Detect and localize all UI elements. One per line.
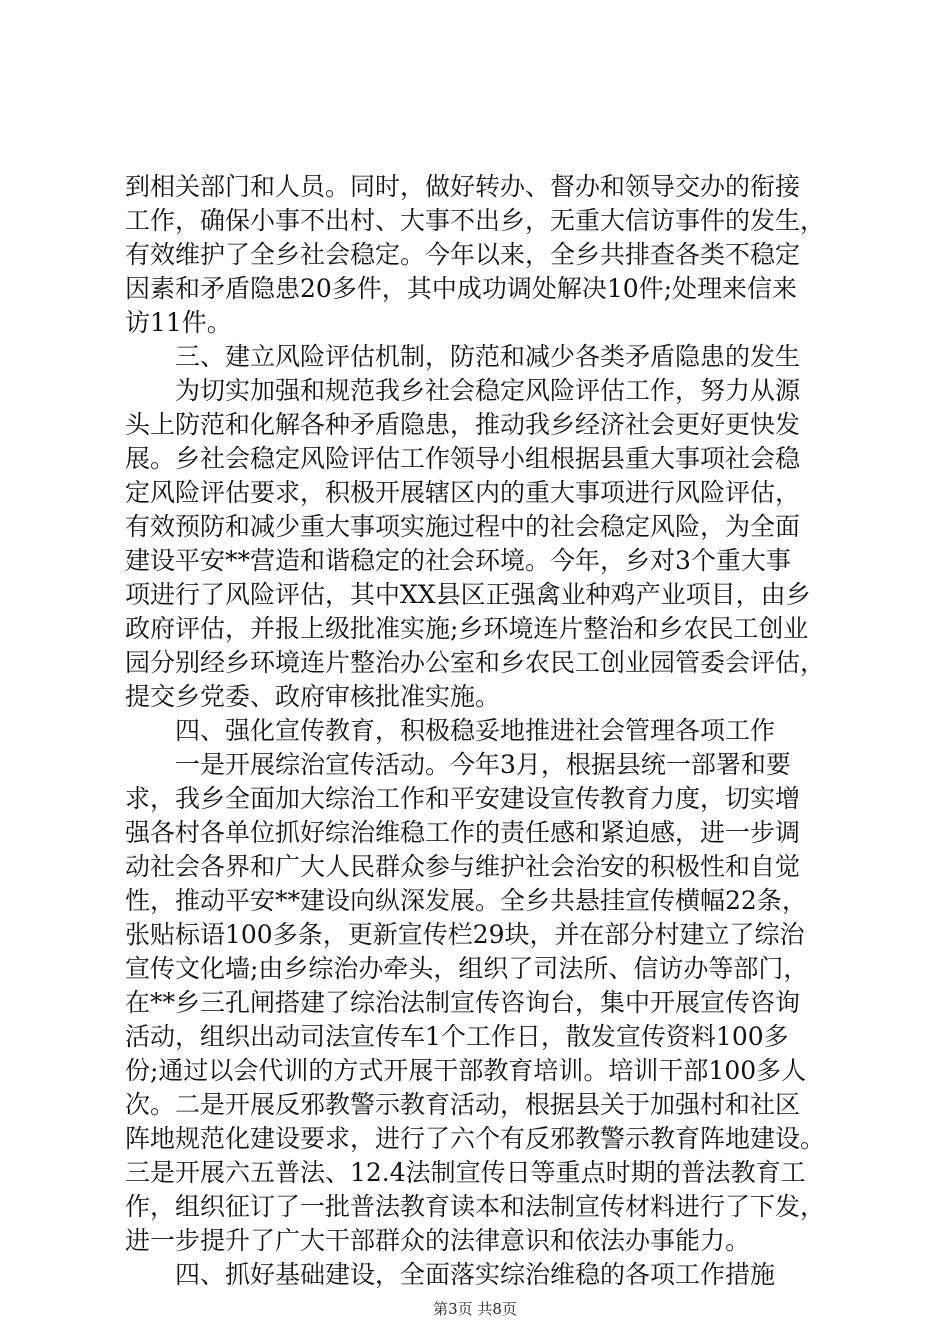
- text-line: 工作，确保小事不出村、大事不出乡，无重大信访事件的发生，: [125, 206, 826, 235]
- text-line: 访11件。: [125, 308, 232, 337]
- text-line: 有效预防和减少重大事项实施过程中的社会稳定风险，为全面: [125, 512, 801, 541]
- text-line: 进一步提升了广大干部群众的法律意识和依法办事能力。: [125, 1226, 751, 1255]
- text-line: 作，组织征订了一批普法教育读本和法制宣传材料进行了下发，: [125, 1192, 826, 1221]
- text-line: 在**乡三孔闸搭建了综治法制宣传咨询台，集中开展宣传咨询: [125, 988, 801, 1017]
- text-line: 一是开展综治宣传活动。今年3月，根据县统一部署和要: [125, 750, 791, 779]
- text-line: 阵地规范化建设要求，进行了六个有反邪教警示教育阵地建设。: [125, 1124, 826, 1153]
- text-line: 定风险评估要求，积极开展辖区内的重大事项进行风险评估，: [125, 478, 801, 507]
- text-line: 份;通过以会代训的方式开展干部教育培训。培训干部100多人: [125, 1056, 807, 1085]
- text-line: 园分别经乡环境连片整治办公室和乡农民工创业园管委会评估，: [125, 648, 826, 677]
- text-line: 强各村各单位抓好综治维稳工作的责任感和紧迫感，进一步调: [125, 818, 801, 847]
- text-line: 动社会各界和广大人民群众参与维护社会治安的积极性和自觉: [125, 852, 801, 881]
- text-line: 求，我乡全面加大综治工作和平安建设宣传教育力度，切实增: [125, 784, 801, 813]
- text-line: 展。乡社会稳定风险评估工作领导小组根据县重大事项社会稳: [125, 444, 801, 473]
- text-line: 头上防范和化解各种矛盾隐患，推动我乡经济社会更好更快发: [125, 410, 801, 439]
- text-line: 为切实加强和规范我乡社会稳定风险评估工作，努力从源: [125, 376, 801, 405]
- text-line: 性，推动平安**建设向纵深发展。全乡共悬挂宣传横幅22条，: [125, 886, 807, 915]
- text-line: 四、强化宣传教育，积极稳妥地推进社会管理各项工作: [125, 716, 776, 745]
- text-line: 三、建立风险评估机制，防范和减少各类矛盾隐患的发生: [125, 342, 801, 371]
- text-line: 次。二是开展反邪教警示教育活动，根据县关于加强村和社区: [125, 1090, 801, 1119]
- text-line: 项进行了风险评估，其中XX县区正强禽业种鸡产业项目，由乡: [125, 580, 811, 609]
- text-line: 张贴标语100多条，更新宣传栏29块，并在部分村建立了综治: [125, 920, 805, 949]
- text-line: 提交乡党委、政府审核批准实施。: [125, 682, 501, 711]
- page-footer: 第3页 共8页: [433, 1300, 517, 1318]
- text-line: 到相关部门和人员。同时，做好转办、督办和领导交办的衔接: [125, 172, 801, 201]
- text-line: 宣传文化墙;由乡综治办牵头，组织了司法所、信访办等部门，: [125, 954, 809, 983]
- text-line: 政府评估，并报上级批准实施;乡环境连片整治和乡农民工创业: [125, 614, 809, 643]
- text-line: 建设平安**营造和谐稳定的社会环境。今年，乡对3个重大事: [125, 546, 791, 575]
- document-body: [125, 170, 855, 1292]
- text-line: 活动，组织出动司法宣传车1个工作日，散发宣传资料100多: [125, 1022, 789, 1051]
- text-line: 因素和矛盾隐患20多件，其中成功调处解决10件;处理来信来: [125, 274, 798, 303]
- text-line: 四、抓好基础建设，全面落实综治维稳的各项工作措施: [125, 1260, 776, 1289]
- text-line: 有效维护了全乡社会稳定。今年以来，全乡共排查各类不稳定: [125, 240, 801, 269]
- text-line: 三是开展六五普法、12.4法制宣传日等重点时期的普法教育工: [125, 1158, 806, 1187]
